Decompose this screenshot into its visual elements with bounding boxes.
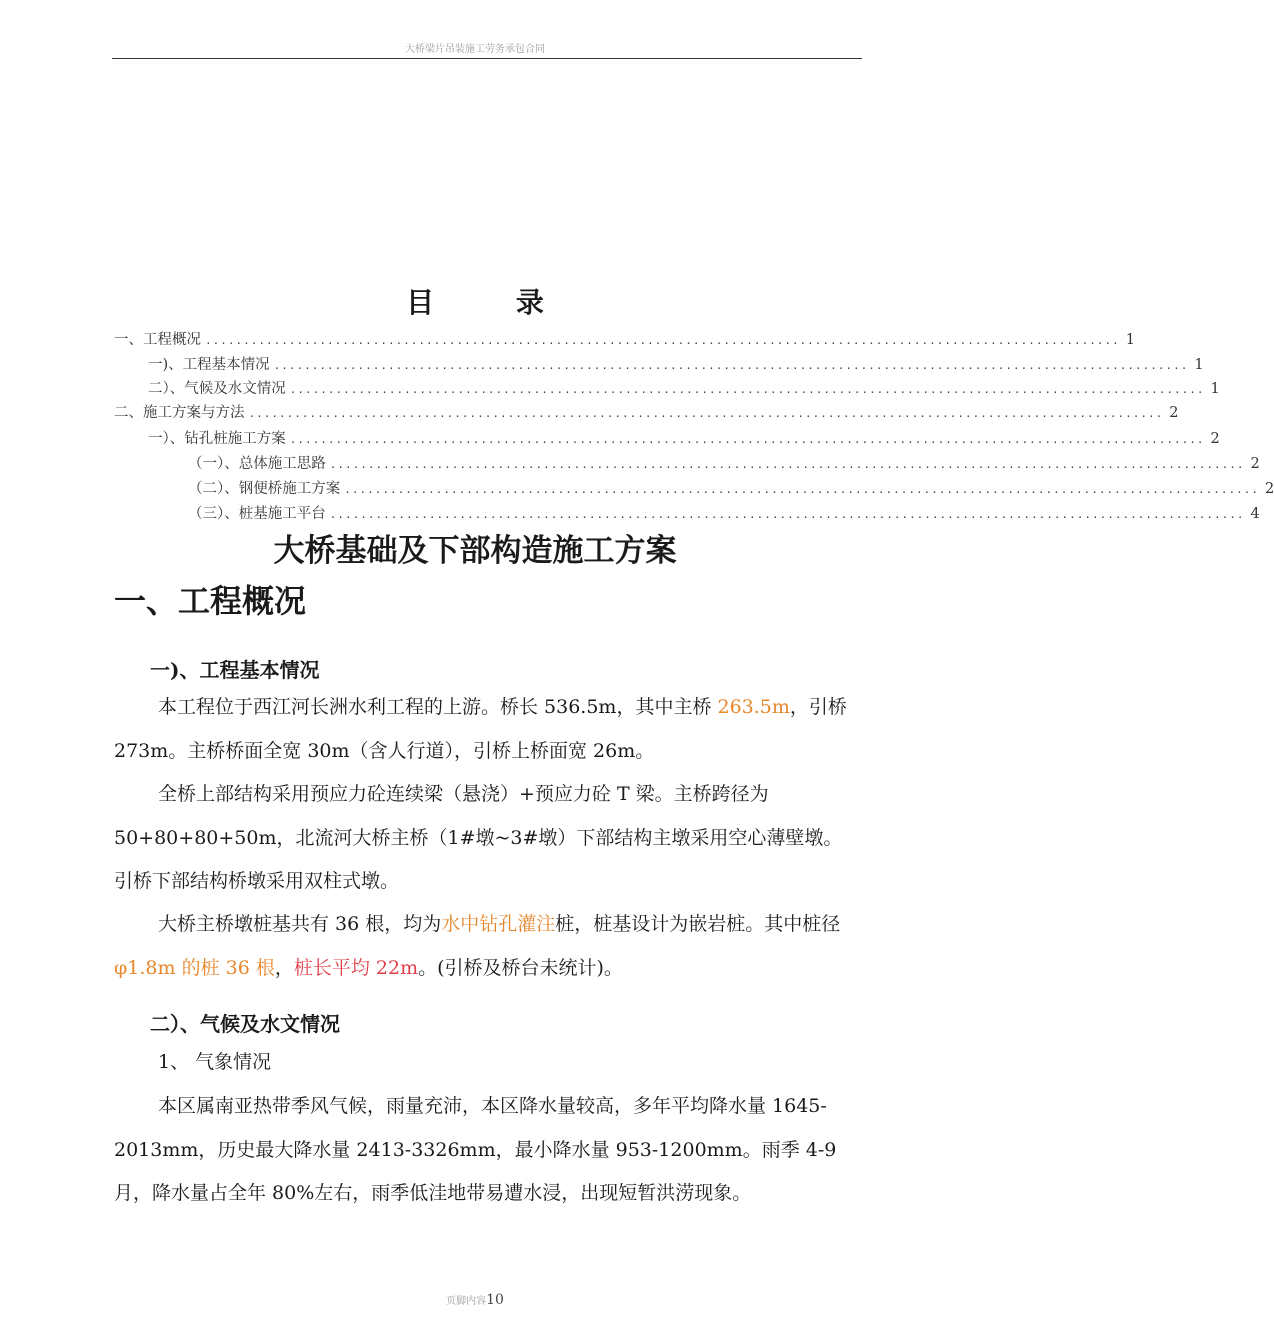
paragraph [114,686,860,773]
page-footer [0,1290,950,1311]
toc-entry[interactable] [114,329,1135,351]
footer-label: 页脚内容 [446,1296,487,1307]
page-number: 10 [486,1292,504,1308]
toc-entry-label: （一）、总体施工思路 [188,456,326,472]
text-run: 本工程位于西江河长洲水利工程的上游。桥长 536.5m，其中主桥 [158,696,718,718]
text-run: ，引桥 273m。主桥桥面全宽 30m（含人行道），引桥上桥面宽 26m。 [114,696,847,762]
text-run: ， [274,956,294,979]
toc-leader-dots: ........................................................................................................................ [248,407,1164,420]
toc-entry-label: 一、工程概况 [114,332,201,348]
toc-entry[interactable] [148,378,1220,400]
toc-entry-label: （三）、桩基施工平台 [188,506,326,522]
toc-entry-label: 二）、气候及水文情况 [148,381,286,397]
subsection-heading: 一)、工程基本情况 [150,658,320,682]
sub-item-heading: 1、 气象情况 [158,1051,272,1073]
toc-entry-page: 4 [1250,506,1260,522]
paragraph: 全桥上部结构采用预应力砼连续梁（悬浇）+预应力砼 T 梁。主桥跨径为 50+80+80+50m，北流河大桥主桥（1#墩~3#墩）下部结构主墩采用空心薄壁墩。引桥下部结构桥墩采用双柱式墩。 [114,783,843,892]
subsection-heading: 二）、气候及水文情况 [150,1012,340,1036]
toc-entry-page: 2 [1169,405,1179,421]
toc-entry[interactable] [148,354,1204,376]
toc-entry-page: 1 [1194,357,1204,373]
highlighted-text: 桩长平均 22m [293,956,419,979]
highlighted-text: 水中钻孔灌注 [441,913,556,935]
toc-leader-dots: ........................................................................................................................ [205,334,1120,347]
toc-leader-dots: ........................................................................................................................ [329,458,1245,471]
highlighted-text: 263.5m [717,696,790,718]
toc-entry[interactable] [114,402,1179,424]
header-divider [112,58,862,59]
toc-entry-label: 一)、工程基本情况 [148,357,270,373]
toc-title: 目 录 [406,286,580,319]
toc-entry[interactable] [188,478,1274,500]
section-heading: 一、工程概况 [114,582,307,620]
text-run: 。(引桥及桥台未统计)。 [418,956,623,979]
paragraph: 本区属南亚热带季风气候，雨量充沛，本区降水量较高，多年平均降水量 1645-2013mm，历史最大降水量 2413-3326mm，最小降水量 953-1200mm。雨季 4-9 月，降水量占全年 80%左右，雨季低洼地带易遭水浸，出现短暂洪涝现象。 [114,1095,837,1204]
text-run: 桩，桩基设计为嵌岩桩。其中桩径 [555,913,841,935]
toc-entry-label: 一）、钻孔桩施工方案 [148,431,286,447]
toc-entry-label: 二、施工方案与方法 [114,405,245,421]
toc-entry-page: 2 [1264,481,1274,497]
toc-leader-dots: ........................................................................................................................ [273,359,1189,372]
toc-entry-label: （二）、钢便桥施工方案 [188,481,341,497]
paragraph [114,903,860,990]
text-run: 大桥主桥墩桩基共有 36 根，均为 [158,913,442,935]
header-text: 大桥梁片吊装施工劳务承包合同 [405,44,545,55]
toc-entry-page: 2 [1210,431,1220,447]
toc-leader-dots: ........................................................................................................................ [289,433,1205,446]
toc-entry-page: 1 [1125,332,1135,348]
toc-entry-page: 2 [1250,456,1260,472]
toc-entry[interactable] [188,503,1260,525]
highlighted-text: φ1.8m 的桩 36 根 [114,956,275,979]
toc-entry[interactable] [188,453,1260,475]
toc-leader-dots: ........................................................................................................................ [289,383,1205,396]
toc-leader-dots: ........................................................................................................................ [329,508,1245,521]
toc-entry[interactable] [148,428,1220,450]
toc-leader-dots: ........................................................................................................................ [344,483,1259,496]
document-title: 大桥基础及下部构造施工方案 [273,533,677,569]
toc-entry-page: 1 [1210,381,1220,397]
